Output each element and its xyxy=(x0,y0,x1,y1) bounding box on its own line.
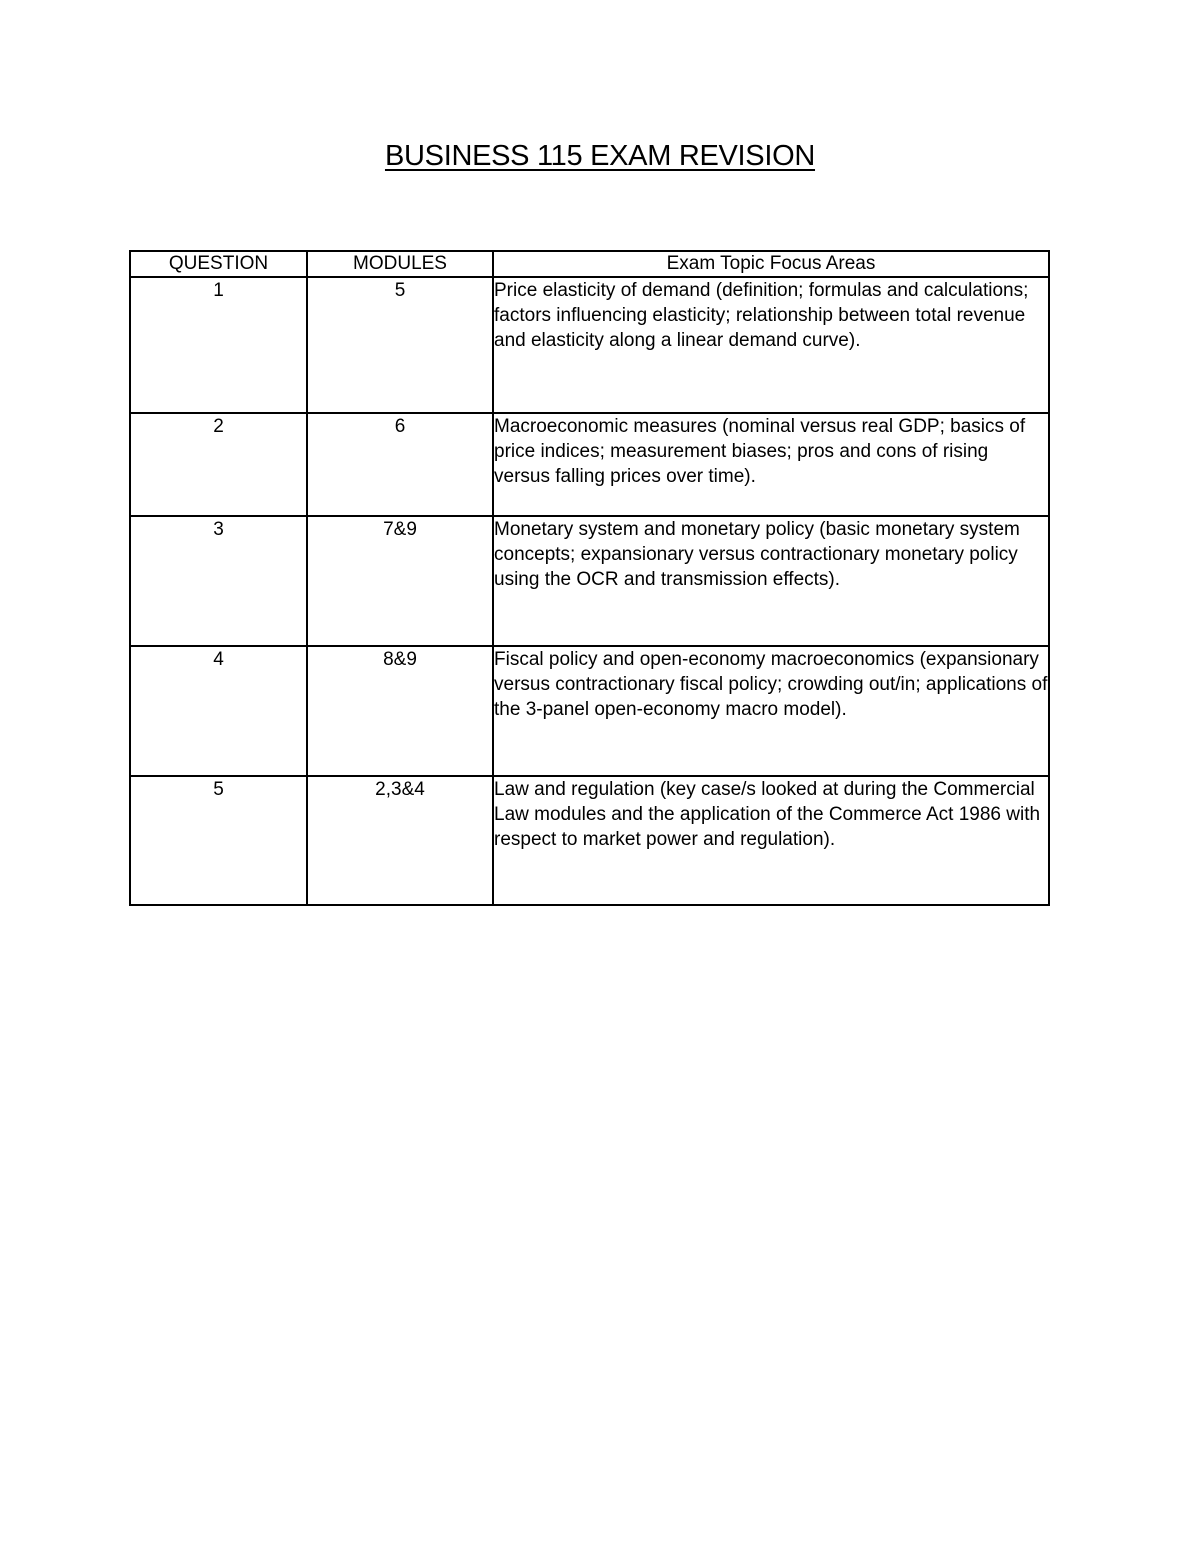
table-row xyxy=(130,646,1049,776)
column-header-modules: MODULES xyxy=(307,251,493,277)
modules-cell: 7&9 xyxy=(307,516,493,646)
focus-area-cell: Price elasticity of demand (definition; formulas and calculations; factors influencing elasticity; relationship between total revenue and elasticity along a linear demand curve). xyxy=(493,277,1049,413)
modules-cell: 2,3&4 xyxy=(307,776,493,905)
column-header-focus-areas: Exam Topic Focus Areas xyxy=(493,251,1049,277)
column-header-question: QUESTION xyxy=(130,251,307,277)
focus-area-cell: Macroeconomic measures (nominal versus real GDP; basics of price indices; measurement biases; pros and cons of rising versus falling prices over time). xyxy=(493,413,1049,516)
revision-table xyxy=(129,250,1050,906)
question-number-cell: 2 xyxy=(130,413,307,516)
focus-area-cell: Monetary system and monetary policy (basic monetary system concepts; expansionary versus contractionary monetary policy using the OCR and transmission effects). xyxy=(493,516,1049,646)
question-number-cell: 4 xyxy=(130,646,307,776)
question-number-cell: 3 xyxy=(130,516,307,646)
question-number-cell: 5 xyxy=(130,776,307,905)
focus-area-cell: Law and regulation (key case/s looked at during the Commercial Law modules and the application of the Commerce Act 1986 with respect to market power and regulation). xyxy=(493,776,1049,905)
modules-cell: 8&9 xyxy=(307,646,493,776)
modules-cell: 6 xyxy=(307,413,493,516)
table-header-row xyxy=(130,251,1049,277)
table-row xyxy=(130,516,1049,646)
question-number-cell: 1 xyxy=(130,277,307,413)
table-row xyxy=(130,413,1049,516)
focus-area-cell: Fiscal policy and open-economy macroeconomics (expansionary versus contractionary fiscal policy; crowding out/in; applications of the 3-panel open-economy macro model). xyxy=(493,646,1049,776)
page-title: BUSINESS 115 EXAM REVISION xyxy=(384,140,816,172)
table-row xyxy=(130,776,1049,905)
modules-cell: 5 xyxy=(307,277,493,413)
table-row xyxy=(130,277,1049,413)
